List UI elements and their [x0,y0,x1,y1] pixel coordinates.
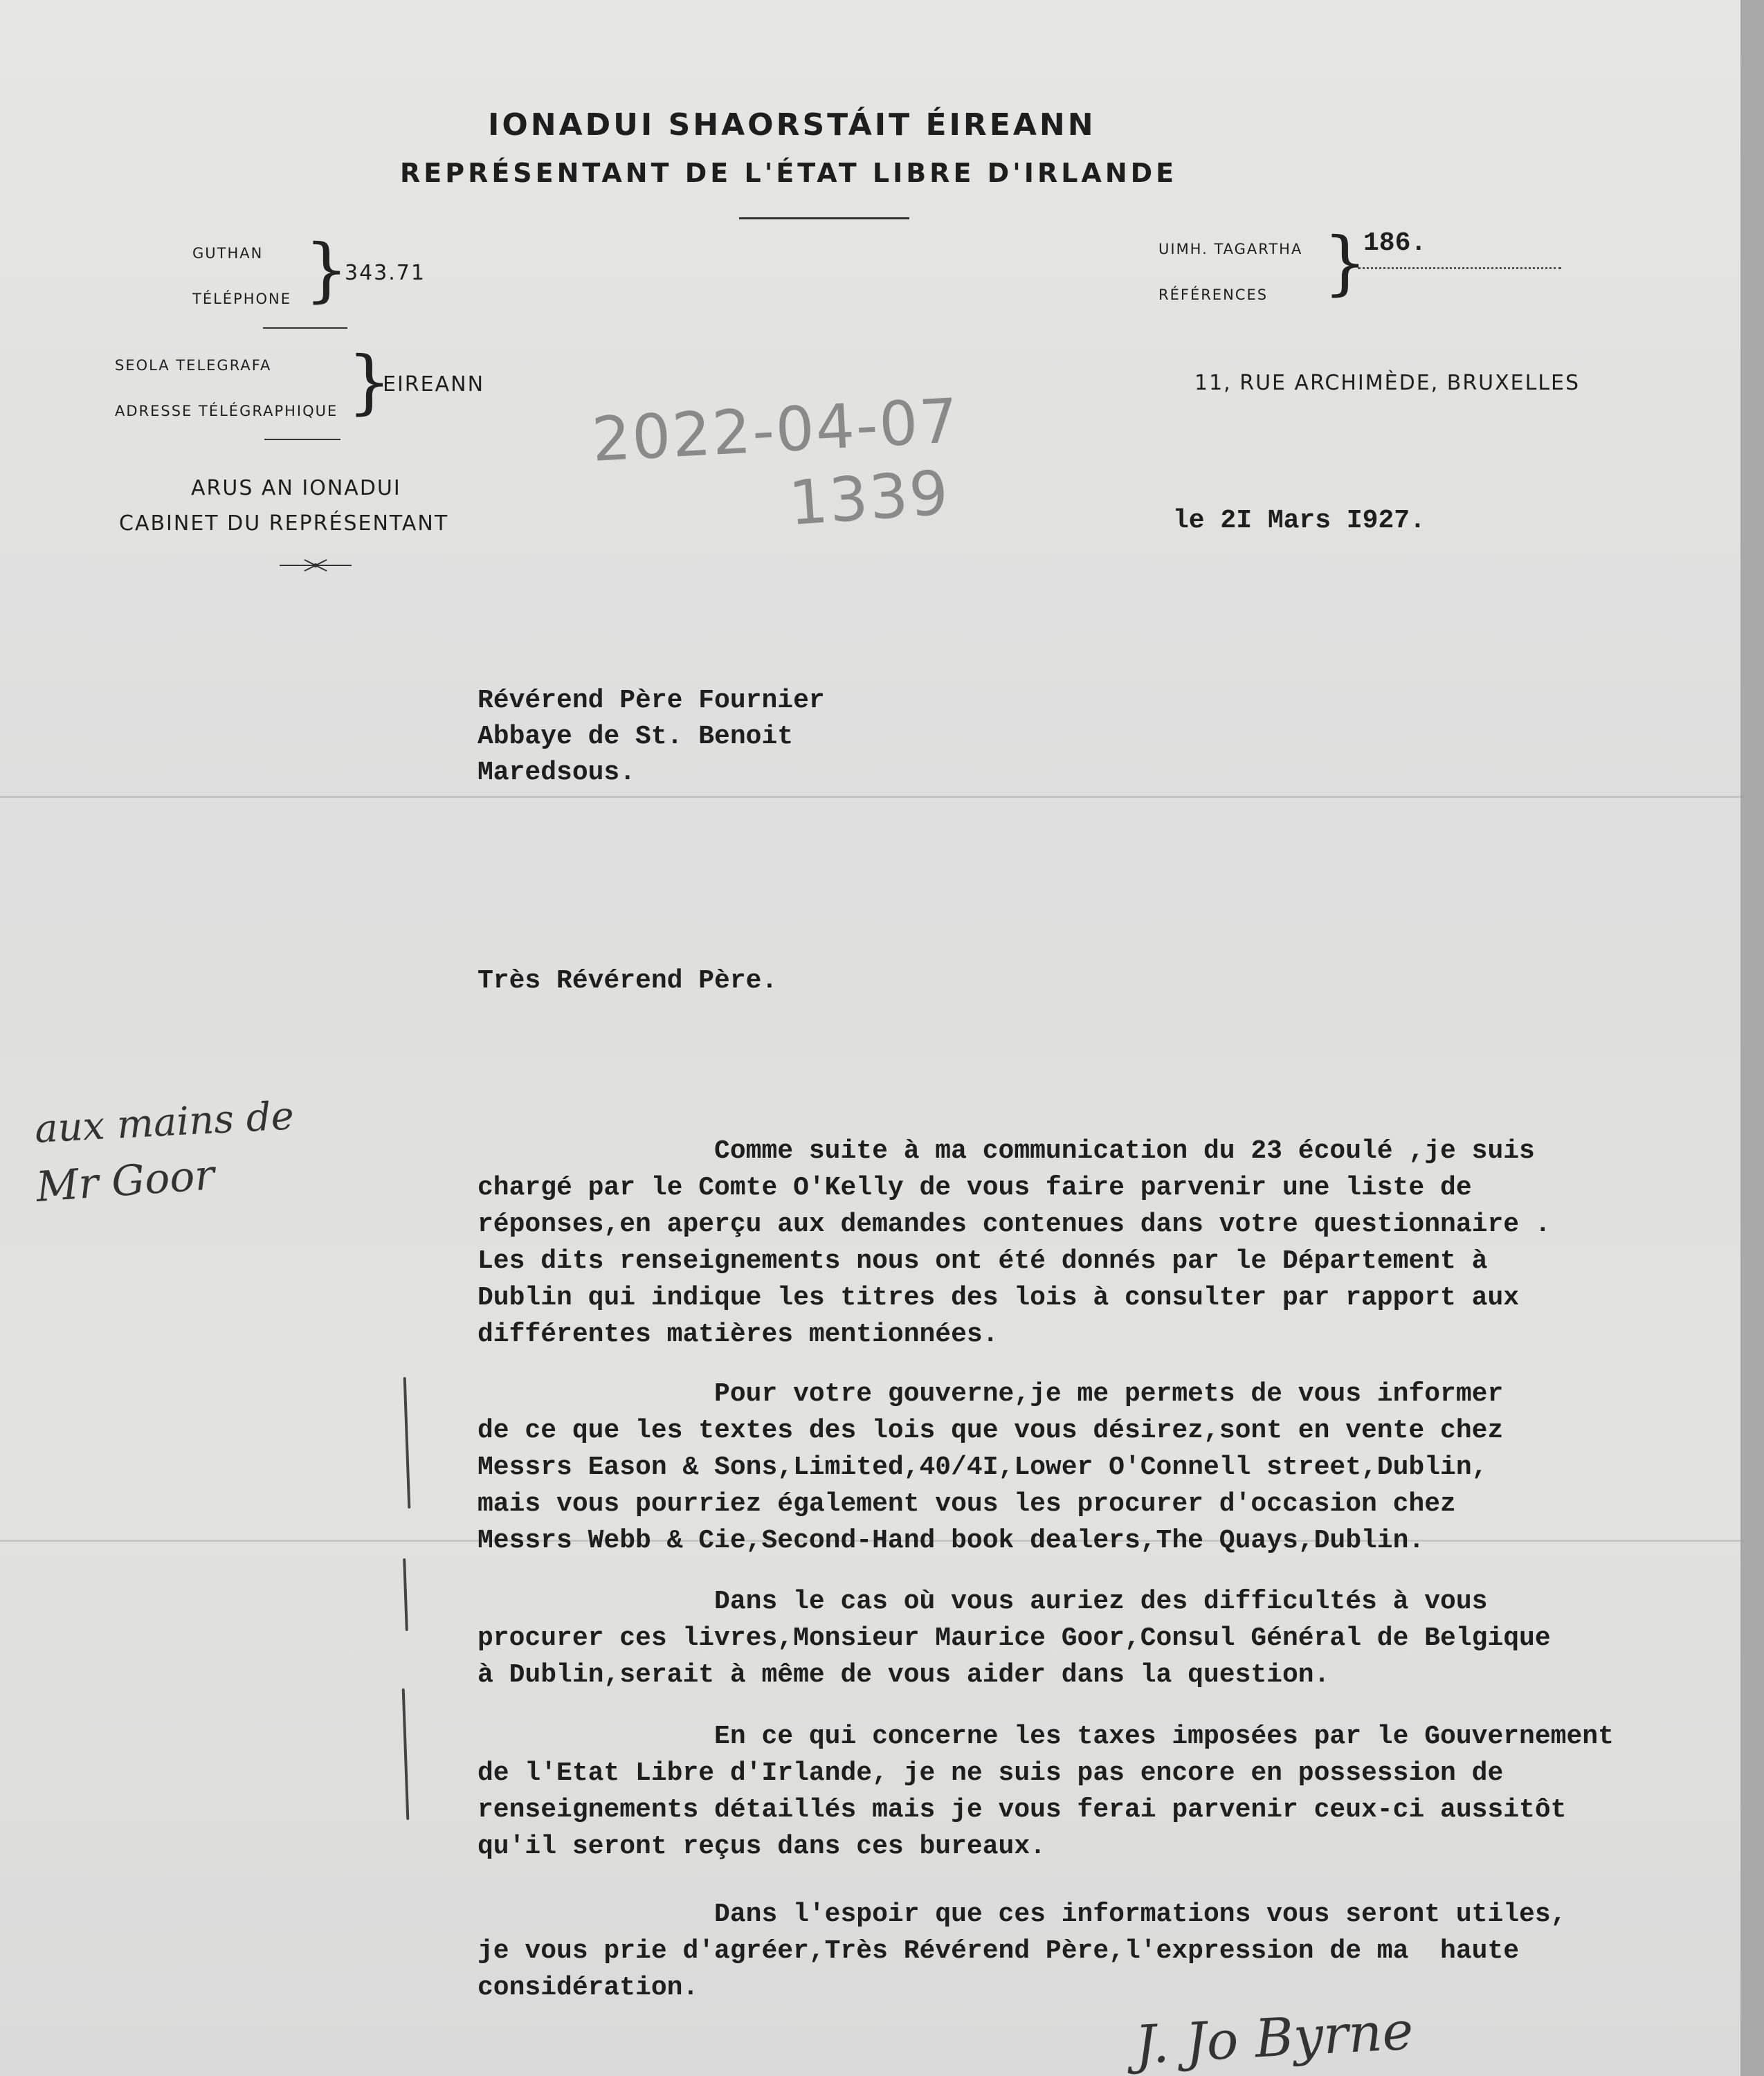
paragraph-line: chargé par le Comte O'Kelly de vous faire parvenir une liste de [478,1173,1472,1203]
recipient-line: Abbaye de St. Benoit [478,722,794,752]
paragraph-line: différentes matières mentionnées. [478,1320,999,1349]
paragraph-line: Les dits renseignements nous ont été donnés par le Département à [478,1246,1488,1276]
recipient-line: Maredsous. [478,758,636,787]
paragraph-line: considération. [478,1973,699,2003]
letterhead-divider [739,217,909,219]
paragraph-line: Messrs Webb & Cie,Second-Hand book dealers,The Quays,Dublin. [478,1526,1425,1556]
office-name-irish: ARUS AN IONADUI [191,476,401,500]
brace-icon: } [304,229,349,310]
reference-label-irish: UIMH. TAGARTHA [1158,241,1303,257]
letterhead-title-french: REPRÉSENTANT DE L'ÉTAT LIBRE D'IRLANDE [400,158,1178,188]
paragraph-line: Comme suite à ma communication du 23 écoulé ,je suis [478,1136,1535,1166]
reference-dotted-line [1358,267,1561,269]
brace-icon: } [347,341,392,422]
paragraph-line: En ce qui concerne les taxes imposées par le Gouvernement [478,1722,1614,1751]
paragraph-line: à Dublin,serait à même de vous aider dans la question. [478,1660,1330,1690]
telegraph-address: EIREANN [383,372,485,397]
phone-number: 343.71 [345,261,426,285]
paragraph-line: je vous prie d'agréer,Très Révérend Père,l'expression de ma haute [478,1936,1520,1966]
paragraph-line: renseignements détaillés mais je vous ferai parvenir ceux-ci aussitôt [478,1795,1567,1825]
salutation: Très Révérend Père. [478,966,778,996]
telegraph-label-irish: SEOLA TELEGRAFA [115,357,272,374]
reference-label-french: RÉFÉRENCES [1158,286,1269,303]
paragraph-line: de ce que les textes des lois que vous désirez,sont en vente chez [478,1416,1504,1446]
pencil-archive-number: 1339 [786,457,952,539]
phone-label-french: TÉLÉPHONE [192,291,292,307]
letterhead-title-irish: IONADUI SHAORSTÁIT ÉIREANN [488,107,1096,143]
ornament-icon [277,557,354,574]
margin-note-line: Mr Goor [34,1151,217,1212]
paragraph-line: procurer ces livres,Monsieur Maurice Goor,Consul Général de Belgique [478,1623,1551,1653]
paragraph-line: réponses,en aperçu aux demandes contenues dans votre questionnaire . [478,1210,1551,1239]
street-address: 11, RUE ARCHIMÈDE, BRUXELLES [1194,371,1581,395]
signature: J. Jo Byrne [1133,1999,1415,2076]
reference-number: 186. [1363,228,1427,258]
paragraph-line: qu'il seront reçus dans ces bureaux. [478,1832,1046,1861]
paragraph-line: Messrs Eason & Sons,Limited,40/4I,Lower O'Connell street,Dublin, [478,1453,1488,1482]
margin-note-line: aux mains de [33,1093,295,1152]
telegraph-divider [264,439,340,440]
paragraph-line: Dublin qui indique les titres des lois à consulter par rapport aux [478,1283,1520,1313]
paragraph-line: Pour votre gouverne,je me permets de vous informer [478,1379,1504,1409]
paragraph-line: Dans le cas où vous auriez des difficultés à vous [478,1587,1488,1617]
recipient-line: Révérend Père Fournier [478,686,825,716]
paragraph-line: Dans l'espoir que ces informations vous seront utiles, [478,1900,1567,1929]
brace-icon: } [1323,222,1367,303]
phone-label-irish: GUTHAN [192,245,264,262]
paragraph-line: de l'Etat Libre d'Irlande, je ne suis pas encore en possession de [478,1758,1504,1788]
phone-divider [263,327,347,329]
letter-date: le 2I Mars I927. [1173,506,1426,536]
telegraph-label-french: ADRESSE TÉLÉGRAPHIQUE [115,403,338,419]
office-name-french: CABINET DU REPRÉSENTANT [119,511,449,536]
paper-fold [0,796,1744,798]
page-edge-shadow [1740,0,1764,2076]
pencil-archive-date: 2022-04-07 [590,385,961,475]
paragraph-line: mais vous pourriez également vous les procurer d'occasion chez [478,1489,1456,1519]
